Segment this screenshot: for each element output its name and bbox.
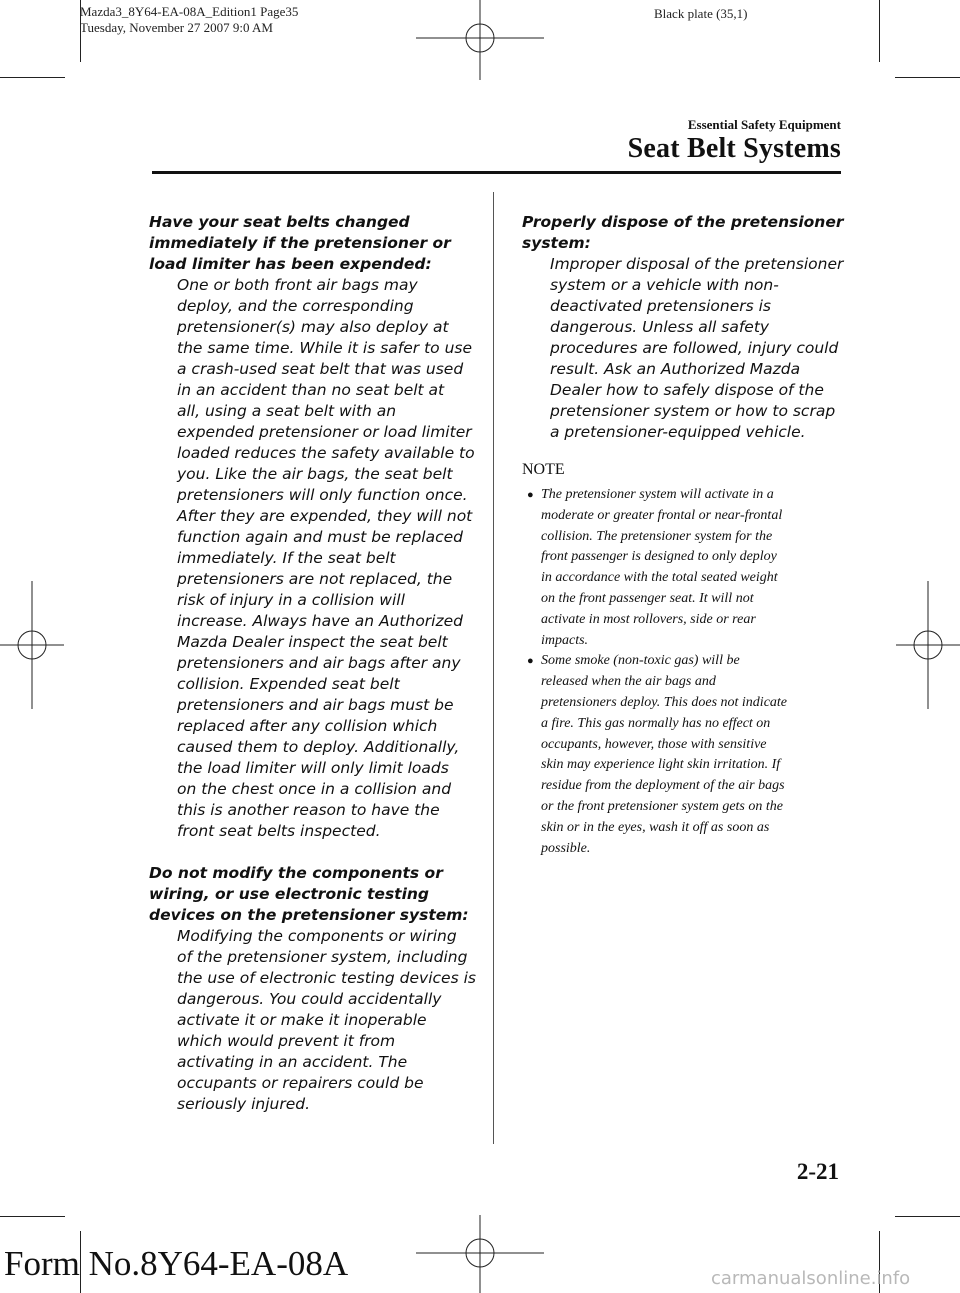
note-line: The pretensioner system will activate in a xyxy=(541,487,774,502)
warning-body-line: the load limiter will only limit loads xyxy=(177,759,449,777)
warning-body-line: After they are expended, they will not xyxy=(177,507,473,525)
warning-heading: Do not modify the components or wiring, or use electronic testing devices on the pretensioner system: xyxy=(149,864,469,924)
note-line: possible. xyxy=(541,840,591,856)
note-line: a fire. This gas normally has no effect on xyxy=(541,715,771,731)
note-line: on the front passenger seat. It will not xyxy=(541,590,754,606)
crop-mark-bl-h xyxy=(0,1216,65,1217)
warning-body-line: the use of electronic testing devices is xyxy=(177,969,476,987)
registration-mark-right-icon xyxy=(896,581,960,709)
crop-mark-tr-v xyxy=(879,0,880,62)
note-line: residue from the deployment of the air bags xyxy=(541,778,785,794)
note-line: in accordance with the total seated weight xyxy=(541,570,778,586)
watermark: carmanualsonline.info xyxy=(711,1268,911,1289)
note-line: occupants, however, those with sensitive xyxy=(541,736,767,752)
warning-body-line: immediately. If the seat belt xyxy=(177,549,396,567)
print-info-line1: Mazda3_8Y64-EA-08A_Edition1 Page35 xyxy=(80,4,299,19)
warning-body-line: pretensioners are not replaced, the xyxy=(177,570,453,588)
warning-body-disposal xyxy=(522,254,852,443)
warning-body-line: function again and must be replaced xyxy=(177,528,463,546)
registration-mark-bottom-icon xyxy=(416,1215,544,1293)
note-title: NOTE xyxy=(522,461,565,478)
warning-body-line: result. Ask an Authorized Mazda xyxy=(550,360,801,378)
section-gap xyxy=(149,842,477,863)
note-line: released when the air bags and xyxy=(541,674,716,690)
warning-heading-disposal: Properly dispose of the pretensioner system: xyxy=(522,213,844,252)
registration-mark-left-icon xyxy=(0,581,64,709)
warning-body-line: Mazda Dealer inspect the seat belt xyxy=(177,633,448,651)
note-list xyxy=(522,485,852,859)
note-line: collision. The pretensioner system for the xyxy=(541,528,773,544)
left-column-content xyxy=(149,212,477,1115)
note-item xyxy=(522,485,852,651)
warning-body-line: occupants or repairers could be xyxy=(177,1074,424,1092)
header-rule xyxy=(152,171,841,174)
warning-body-line: this is another reason to have the xyxy=(177,801,440,819)
warning-body-line: you. Like the air bags, the seat belt xyxy=(177,465,453,483)
warning-body-line: increase. Always have an Authorized xyxy=(177,612,463,630)
column-divider xyxy=(493,192,494,1144)
warning-body-line: system or a vehicle with non- xyxy=(550,276,779,294)
crop-mark-tr-h xyxy=(895,77,960,78)
warning-body-line: activating in an accident. The xyxy=(177,1053,408,1071)
warning-body-line: pretensioner(s) may also deploy at xyxy=(177,318,449,336)
note-item xyxy=(522,651,852,859)
warning-body-line: expended pretensioner or load limiter xyxy=(177,423,472,441)
page-number: 2-21 xyxy=(796,1159,839,1184)
warning-body-line: Modifying the components or wiring xyxy=(177,927,457,945)
warning-body-line: activate it or make it inoperable xyxy=(177,1011,427,1029)
note-line: impacts. xyxy=(541,632,589,648)
warning-body-line: dangerous. You could accidentally xyxy=(177,990,442,1008)
print-info xyxy=(80,4,298,36)
warning-body-line: which would prevent it from xyxy=(177,1032,396,1050)
warning-body-line: risk of injury in a collision will xyxy=(177,591,405,609)
warning-body-line: in an accident than no seat belt at xyxy=(177,381,445,399)
left-column xyxy=(149,212,477,1115)
note-line: or the front pretensioner system gets on the xyxy=(541,798,783,814)
form-number: Form No.8Y64-EA-08A xyxy=(4,1244,349,1283)
bullet-icon: ● xyxy=(527,489,534,501)
warning-body-line: on the chest once in a collision and xyxy=(177,780,452,798)
print-info-line2: Tuesday, November 27 2007 9:0 AM xyxy=(80,20,273,35)
warning-body-line: front seat belts inspected. xyxy=(177,822,381,840)
warning-body-line: Improper disposal of the pretensioner xyxy=(550,255,844,273)
warning-body-line: pretensioner system or how to scrap xyxy=(550,402,836,420)
warning-body-line: seriously injured. xyxy=(177,1095,311,1113)
page-title: Seat Belt Systems xyxy=(627,133,841,164)
bullet-icon: ● xyxy=(527,655,534,668)
warning-body-line: a pretensioner-equipped vehicle. xyxy=(550,423,806,441)
warning-body-line: deactivated pretensioners is xyxy=(550,297,771,315)
warning-body-line: replaced after any collision which xyxy=(177,717,438,735)
warning-body-line: dangerous. Unless all safety xyxy=(550,318,770,336)
section-label: Essential Safety Equipment xyxy=(687,117,841,132)
note-line: front passenger is designed to only deploy xyxy=(541,549,777,565)
warning-heading: Have your seat belts changed immediately if the pretensioner or load limiter has been expended: xyxy=(149,213,451,273)
note-line: pretensioners deploy. This does not indicate xyxy=(541,694,788,710)
note-line: Some smoke (non-toxic gas) will be xyxy=(541,653,740,669)
warning-body-line: One or both front air bags may xyxy=(177,276,418,294)
black-plate-label: Black plate (35,1) xyxy=(654,6,748,21)
warning-body-line: collision. Expended seat belt xyxy=(177,675,400,693)
warning-body-line: pretensioners will only function once. xyxy=(177,486,468,504)
warning-body-line: caused them to deploy. Additionally, xyxy=(177,738,460,756)
note-line: moderate or greater frontal or near-frontal xyxy=(541,507,783,523)
crop-mark-br-h xyxy=(895,1216,960,1217)
warning-body-line: pretensioners and air bags after any xyxy=(177,654,461,672)
crop-mark-tl-h xyxy=(0,77,65,78)
note-line: skin may experience light skin irritation. If xyxy=(541,757,781,773)
warning-body-line: of the pretensioner system, including xyxy=(177,948,468,966)
warning-body-line: all, using a seat belt with an xyxy=(177,402,397,420)
warning-body-line: a crash-used seat belt that was used xyxy=(177,360,464,378)
warning-body-line: loaded reduces the safety available to xyxy=(177,444,475,462)
warning-body-line: Dealer how to safely dispose of the xyxy=(550,381,824,399)
warning-body-line: deploy, and the corresponding xyxy=(177,297,414,315)
note-line: activate in most rollovers, side or rear xyxy=(541,611,756,627)
right-column xyxy=(522,212,852,859)
note-line: skin or in the eyes, wash it off as soon as xyxy=(541,819,770,835)
registration-mark-top-icon xyxy=(416,0,544,80)
warning-body-line: the same time. While it is safer to use xyxy=(177,339,473,357)
warning-body-line: pretensioners and air bags must be xyxy=(177,696,454,714)
warning-body-line: procedures are followed, injury could xyxy=(550,339,839,357)
